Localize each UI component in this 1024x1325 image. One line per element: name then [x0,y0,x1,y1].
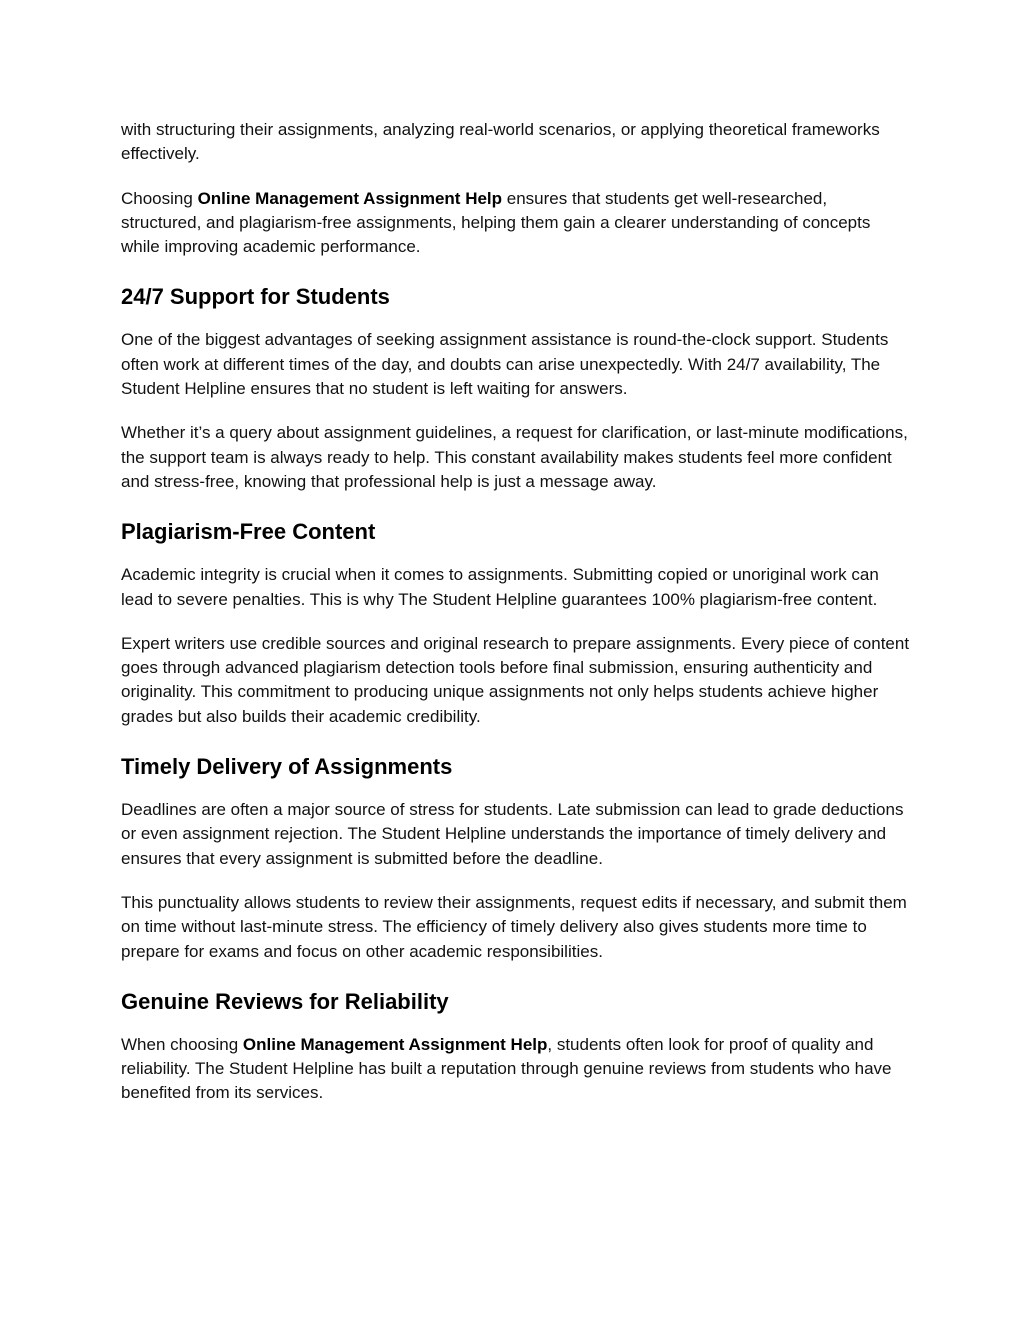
text-run: When choosing [121,1034,243,1054]
section-support-paragraph-2: Whether it’s a query about assignment guidelines, a request for clarification, or last-minute modifications, the support team is always ready to help. This constant availability makes students feel more confident and stress-free, knowing that professional help is just a message away. [121,423,908,491]
section-heading-reviews: Genuine Reviews for Reliability [121,988,449,1014]
text-run: Choosing [121,188,198,208]
section-heading-support: 24/7 Support for Students [121,284,390,310]
section-delivery-paragraph-2: This punctuality allows students to review their assignments, request edits if necessary, and submit them on time without last-minute stress. The efficiency of timely delivery also gives students more time to prepare for exams and focus on other academic responsibilities. [121,892,907,961]
bold-service-name: Online Management Assignment Help [197,188,503,208]
section-heading-plagiarism: Plagiarism-Free Content [121,519,376,545]
bold-service-name: Online Management Assignment Help [242,1034,548,1054]
text-run: , students often look for proof of quality and reliability. The Student Helpline has built a reputation through genuine reviews from students who have benefited from its services. [121,1034,892,1103]
section-delivery-paragraph-1: Deadlines are often a major source of stress for students. Late submission can lead to grade deductions or even assignment rejection. The Student Helpline understands the importance of timely delivery and ensures that every assignment is submitted before the deadline. [121,800,904,868]
document-page [121,118,911,1106]
section-reviews-paragraph-1 [121,1033,911,1106]
section-heading-delivery: Timely Delivery of Assignments [121,754,453,780]
section-plagiarism-paragraph-2: Expert writers use credible sources and original research to prepare assignments. Every piece of content goes through advanced plagiarism detection tools before final submission, ensuring authenticity and originality. This commitment to producing unique assignments not only helps students achieve higher grades but also builds their academic credibility. [121,633,910,726]
section-support-paragraph-1: One of the biggest advantages of seeking assignment assistance is round-the-clock support. Students often work at different times of the day, and doubts can arise unexpectedly. With 24/7 availability, The Student Helpline ensures that no student is left waiting for answers. [121,330,889,399]
text-run: ensures that students get well-researched, structured, and plagiarism-free assignments, helping them gain a clearer understanding of concepts while improving academic performance. [121,188,871,257]
intro-paragraph-continued: with structuring their assignments, analyzing real-world scenarios, or applying theoretical frameworks effectively. [121,120,880,164]
section-plagiarism-paragraph-1: Academic integrity is crucial when it comes to assignments. Submitting copied or unoriginal work can lead to severe penalties. This is why The Student Helpline guarantees 100% plagiarism-free content. [121,565,879,609]
intro-paragraph-choosing [121,187,911,260]
